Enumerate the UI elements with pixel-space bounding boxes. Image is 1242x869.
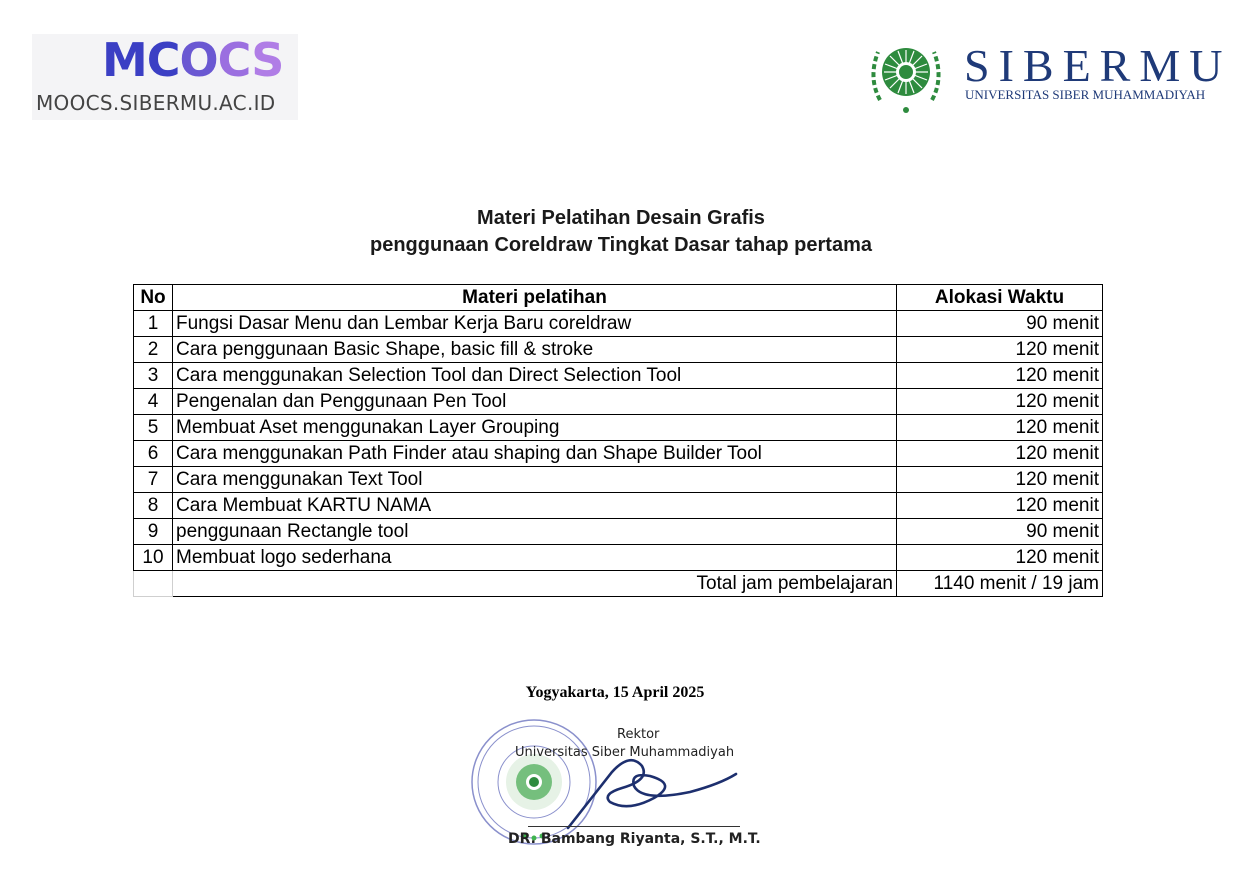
row-no: 4 bbox=[134, 389, 173, 415]
row-materi: penggunaan Rectangle tool bbox=[173, 519, 897, 545]
signer-institution: Universitas Siber Muhammadiyah bbox=[515, 745, 735, 760]
header-alokasi: Alokasi Waktu bbox=[897, 285, 1103, 311]
place-date: Yogyakarta, 15 April 2025 bbox=[525, 684, 705, 701]
moocs-logo bbox=[32, 34, 298, 120]
total-label: Total jam pembelajaran bbox=[173, 571, 897, 597]
row-alokasi: 90 menit bbox=[897, 311, 1103, 337]
row-materi: Cara menggunakan Selection Tool dan Direct Selection Tool bbox=[173, 363, 897, 389]
table-row bbox=[134, 519, 1103, 545]
row-alokasi: 120 menit bbox=[897, 441, 1103, 467]
row-materi: Membuat Aset menggunakan Layer Grouping bbox=[173, 415, 897, 441]
row-no: 5 bbox=[134, 415, 173, 441]
total-value: 1140 menit / 19 jam bbox=[897, 571, 1103, 597]
row-materi: Cara menggunakan Path Finder atau shaping dan Shape Builder Tool bbox=[173, 441, 897, 467]
table-row bbox=[134, 441, 1103, 467]
row-alokasi: 120 menit bbox=[897, 545, 1103, 571]
row-materi: Fungsi Dasar Menu dan Lembar Kerja Baru coreldraw bbox=[173, 311, 897, 337]
signer-name: DR. Bambang Riyanta, S.T., M.T. bbox=[508, 831, 761, 847]
table-total-row bbox=[134, 571, 1103, 597]
training-material-table bbox=[133, 284, 1103, 597]
row-no: 3 bbox=[134, 363, 173, 389]
row-alokasi: 120 menit bbox=[897, 415, 1103, 441]
row-no: 1 bbox=[134, 311, 173, 337]
row-materi: Pengenalan dan Penggunaan Pen Tool bbox=[173, 389, 897, 415]
handwritten-signature bbox=[550, 740, 750, 840]
row-no: 7 bbox=[134, 467, 173, 493]
row-alokasi: 120 menit bbox=[897, 467, 1103, 493]
row-no: 2 bbox=[134, 337, 173, 363]
table-row bbox=[134, 467, 1103, 493]
header-materi: Materi pelatihan bbox=[173, 285, 897, 311]
row-alokasi: 120 menit bbox=[897, 493, 1103, 519]
row-no: 8 bbox=[134, 493, 173, 519]
muhammadiyah-sun-emblem-icon bbox=[862, 30, 958, 116]
row-materi: Cara penggunaan Basic Shape, basic fill & stroke bbox=[173, 337, 897, 363]
moocs-logo-wordmark: MCOCS bbox=[102, 33, 284, 87]
row-alokasi: 120 menit bbox=[897, 389, 1103, 415]
row-no: 6 bbox=[134, 441, 173, 467]
row-materi: Membuat logo sederhana bbox=[173, 545, 897, 571]
table-row bbox=[134, 545, 1103, 571]
row-alokasi: 90 menit bbox=[897, 519, 1103, 545]
total-empty-cell bbox=[134, 571, 173, 597]
table-row bbox=[134, 311, 1103, 337]
table-row bbox=[134, 493, 1103, 519]
row-alokasi: 120 menit bbox=[897, 337, 1103, 363]
table-row bbox=[134, 337, 1103, 363]
sibermu-wordmark: SIBERMU bbox=[964, 40, 1232, 91]
row-no: 9 bbox=[134, 519, 173, 545]
row-no: 10 bbox=[134, 545, 173, 571]
table-header-row bbox=[134, 285, 1103, 311]
header-no: No bbox=[134, 285, 173, 311]
table-row bbox=[134, 415, 1103, 441]
table-row bbox=[134, 389, 1103, 415]
signer-position: Rektor bbox=[617, 727, 660, 742]
document-title: Materi Pelatihan Desain Grafis bbox=[477, 207, 765, 229]
document-subtitle: penggunaan Coreldraw Tingkat Dasar tahap pertama bbox=[370, 234, 872, 256]
sibermu-subtitle: UNIVERSITAS SIBER MUHAMMADIYAH bbox=[965, 87, 1206, 102]
row-materi: Cara Membuat KARTU NAMA bbox=[173, 493, 897, 519]
signature-line bbox=[528, 826, 740, 827]
moocs-url: MOOCS.SIBERMU.AC.ID bbox=[36, 91, 276, 115]
table-row bbox=[134, 363, 1103, 389]
row-alokasi: 120 menit bbox=[897, 363, 1103, 389]
row-materi: Cara menggunakan Text Tool bbox=[173, 467, 897, 493]
